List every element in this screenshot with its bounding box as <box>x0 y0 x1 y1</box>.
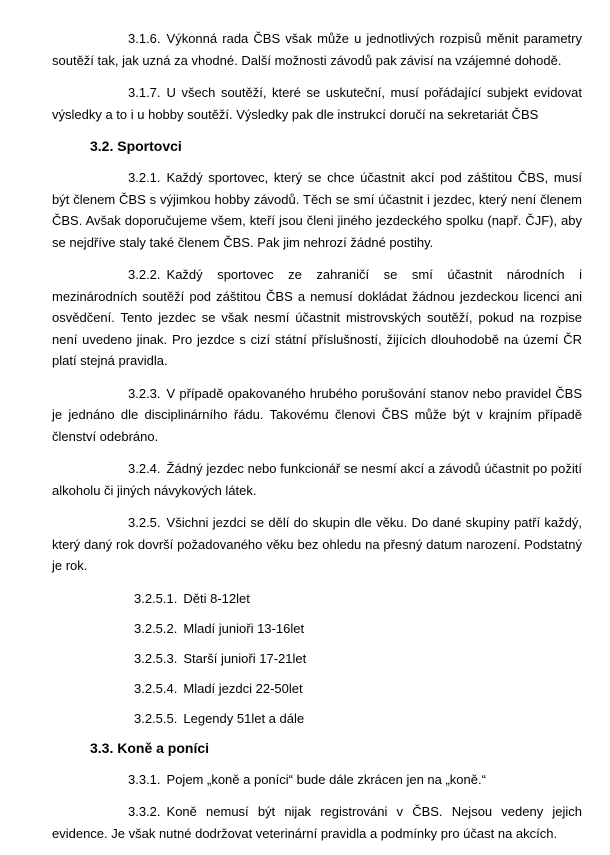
paragraph-text: U všech soutěží, které se uskuteční, musí pořádající subjekt evidovat výsledky a to i u hobby soutěží. Výsledky pak dle instrukcí doručí na sekretariát ČBS <box>52 85 582 122</box>
section-heading-kone-a-ponici: 3.3. Koně a poníci <box>90 739 210 756</box>
paragraph-number: 3.2.5. <box>128 515 161 530</box>
age-group-text: Děti 8-12let <box>183 590 250 606</box>
paragraph-number: 3.2.3. <box>128 385 161 401</box>
paragraph-number: 3.1.7. <box>128 85 161 100</box>
paragraph-text: V případě opakovaného hrubého porušování stanov nebo pravidel ČBS je jednáno dle disciplinárního řádu. Takovému členovi ČBS může být v krajním případě členství odebráno. <box>52 385 582 444</box>
paragraph-text: Každý sportovec, který se chce účastnit akcí pod záštitou ČBS, musí být členem ČBS s výjimkou hobby závodů. Těch se smí účastnit i jezdec, který není členem ČBS. Avšak doporučujeme všem, kteří jsou členi jiného jezdeckého spolku (např. ČJF), aby se nejdříve staly také členem ČBS. Pak jim nehrozí žádné postihy. <box>52 170 582 250</box>
paragraph-number: 3.3.2. <box>128 804 161 819</box>
paragraph-3-2-5 <box>52 512 582 577</box>
paragraph-number: 3.2.1. <box>128 170 161 185</box>
paragraph-3-1-6 <box>52 28 582 71</box>
paragraph-3-2-2 <box>52 264 582 372</box>
age-group-text: Legendy 51let a dále <box>183 710 305 726</box>
paragraph-number: 3.1.6. <box>128 31 161 46</box>
age-group-text: Starší junioři 17-21let <box>183 650 307 666</box>
paragraph-text: Pojem „koně a poníci“ bude dále zkrácen jen na „koně.“ <box>166 771 486 787</box>
age-group-number: 3.2.5.2. <box>134 620 178 636</box>
paragraph-text: Koně nemusí být nijak registrováni v ČBS. Nejsou vedeny jejich evidence. Je však nutné dodržovat veterinární pravidla a podmínky pro účast na akcích. <box>52 804 582 841</box>
age-group-number: 3.2.5.5. <box>134 710 178 726</box>
age-group-number: 3.2.5.3. <box>134 650 178 666</box>
paragraph-3-1-7 <box>52 82 582 125</box>
age-group-item <box>134 708 582 729</box>
paragraph-number: 3.2.4. <box>128 461 161 476</box>
age-group-item <box>134 588 582 609</box>
paragraph-3-3-2 <box>52 801 582 844</box>
age-group-item <box>134 618 582 639</box>
age-group-number: 3.2.5.1. <box>134 590 178 606</box>
paragraph-3-3-1 <box>52 769 582 791</box>
paragraph-text: Každý sportovec ze zahraničí se smí účastnit národních i mezinárodních soutěží pod záštitou ČBS a nemusí dokládat žádnou jezdeckou licenci ani osvědčení. Tento jezdec se však nesmí účastnit mistrovských soutěží, pokud na rozpise není uvedeno jinak. Pro jezdce s cizí státní příslušností, žijících dlouhodobě na území ČR platí stejná pravidla. <box>52 267 582 368</box>
age-group-text: Mladí jezdci 22-50let <box>183 680 303 696</box>
paragraph-3-2-3 <box>52 383 582 448</box>
paragraph-number: 3.2.2. <box>128 267 161 282</box>
paragraph-text: Žádný jezdec nebo funkcionář se nesmí akcí a závodů účastnit po požití alkoholu či jiných návykových látek. <box>52 461 582 498</box>
paragraph-3-2-1 <box>52 167 582 253</box>
document-page <box>52 28 582 855</box>
paragraph-number: 3.3.1. <box>128 771 161 787</box>
paragraph-text: Všichni jezdci se dělí do skupin dle věku. Do dané skupiny patří každý, který daný rok dovrší požadovaného věku bez ohledu na přesný datum narození. Podstatný je rok. <box>52 515 582 573</box>
paragraph-text: Výkonná rada ČBS však může u jednotlivých rozpisů měnit parametry soutěží tak, jak uzná za vhodné. Další možnosti závodů pak závisí na vzájemné dohodě. <box>52 31 582 68</box>
paragraph-3-2-4 <box>52 458 582 501</box>
section-heading-sportovci: 3.2. Sportovci <box>90 138 182 154</box>
age-group-item <box>134 678 582 699</box>
age-group-number: 3.2.5.4. <box>134 680 178 696</box>
age-group-text: Mladí junioři 13-16let <box>183 620 305 636</box>
age-group-item <box>134 648 582 669</box>
